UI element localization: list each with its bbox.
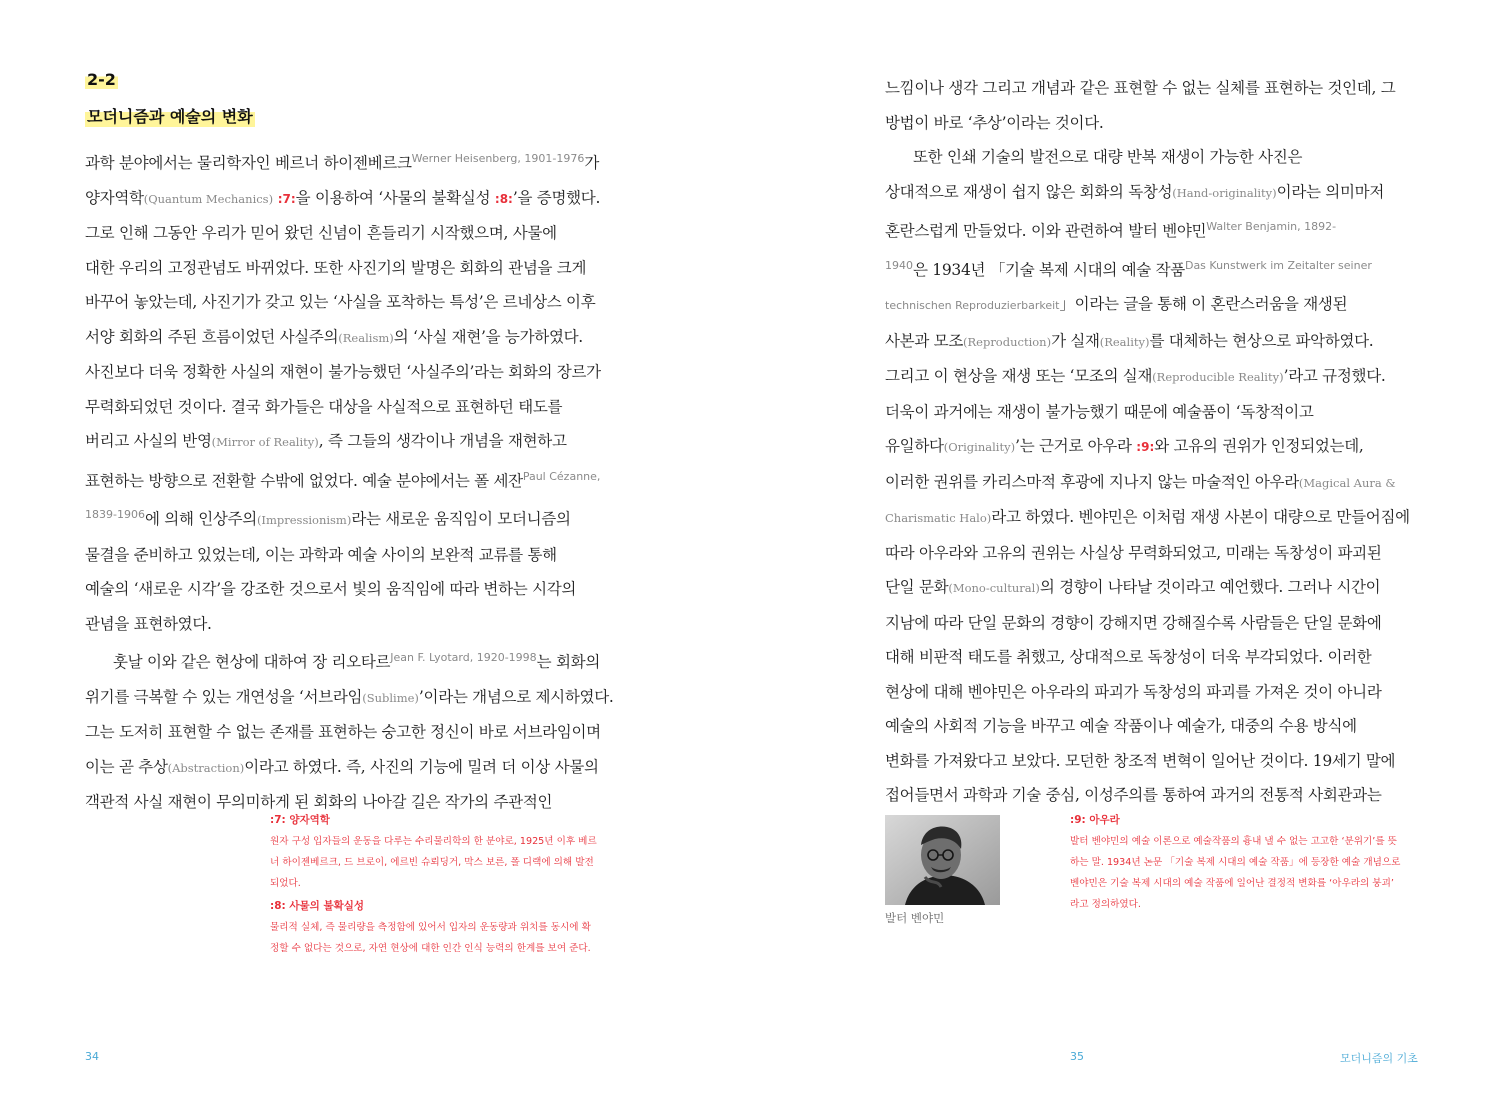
left-body-text bbox=[85, 142, 614, 820]
body-line: 버리고 사실의 반영(Mirror of Reality), 즉 그들의 생각이나 개념을 재현하고 bbox=[85, 432, 567, 450]
body-line: 대해 비판적 태도를 취했고, 상대적으로 독창성이 더욱 부각되었다. 이러한 bbox=[885, 648, 1372, 666]
body-line: 현상에 대해 벤야민은 아우라의 파괴가 독창성의 파괴를 가져온 것이 아니라 bbox=[885, 682, 1382, 701]
right-body-text bbox=[885, 71, 1410, 813]
footnote-title: :9: 아우라 bbox=[1070, 814, 1120, 826]
body-line: 관념을 표현하였다. bbox=[85, 614, 212, 633]
body-line: 대한 우리의 고정관념도 바뀌었다. 또한 사진기의 발명은 회화의 관념을 크게 bbox=[85, 258, 587, 277]
footnote-9 bbox=[1070, 812, 1400, 921]
footnote-8 bbox=[270, 898, 591, 965]
footnote-text: 원자 구성 입자들의 운동을 다루는 수리물리학의 한 분야로, 1925년 이후 베르 너 하이젠베르크, 드 브로이, 에르빈 슈뢰딩거, 막스 보른, 폴 디랙에 의해 발전 되었다. bbox=[270, 836, 597, 889]
body-line: 위기를 극복할 수 있는 개연성을 ‘서브라임(Sublime)’이라는 개념으로 제시하였다. bbox=[85, 687, 614, 706]
body-line: 표현하는 방향으로 전환할 수밖에 없었다. 예술 분야에서는 폴 세잔$^{Paul Cézanne,}$ bbox=[85, 469, 601, 490]
body-line: 지남에 따라 단일 문화의 경향이 강해지면 강해질수록 사람들은 단일 문화에 bbox=[885, 613, 1382, 632]
body-line: $^{1940}$은 1934년 「기술 복제 시대의 예술 작품$^{Das Kunstwerk im Zeitalter seiner}$ bbox=[885, 258, 1372, 279]
body-line: 바꾸어 놓았는데, 사진기가 갖고 있는 ‘사실을 포착하는 특성’은 르네상스 이후 bbox=[85, 293, 596, 311]
body-line: 혼란스럽게 만들었다. 이와 관련하여 발터 벤야민$^{Walter Benjamin, 1892-}$ bbox=[885, 220, 1337, 240]
body-line: 방법이 바로 ‘추상’이라는 것이다. bbox=[885, 113, 1104, 132]
body-line: Charismatic Halo)라고 하였다. 벤야민은 이처럼 재생 사본이 대량으로 만들어짐에 bbox=[885, 508, 1410, 526]
body-line: 이는 곧 추상(Abstraction)이라고 하였다. 즉, 사진의 기능에 밀려 더 이상 사물의 bbox=[85, 757, 599, 776]
body-line: 사진보다 더욱 정확한 사실의 재현이 불가능했던 ‘사실주의’라는 회화의 장르가 bbox=[85, 363, 601, 381]
footnote-title: :8: 사물의 불확실성 bbox=[270, 900, 365, 912]
body-line: 훗날 이와 같은 현상에 대하여 장 리오타르$^{Jean F. Lyotard, 1920-1998}$는 회화의 bbox=[113, 651, 600, 671]
page-number-left: 34 bbox=[85, 1050, 99, 1063]
body-line: 과학 분야에서는 물리학자인 베르너 하이젠베르크$^{Werner Heisenberg, 1901-1976}$가 bbox=[85, 152, 600, 172]
body-line: 상대적으로 재생이 쉽지 않은 회화의 독창성(Hand-originality)이라는 의미마저 bbox=[885, 182, 1384, 201]
portrait-photo bbox=[885, 815, 1000, 905]
footnote-7 bbox=[270, 812, 597, 900]
body-line: 유일하다(Originality)’는 근거로 아우라 :9:와 고유의 권위가 인정되었는데, bbox=[885, 437, 1364, 455]
body-line: 물결을 준비하고 있었는데, 이는 과학과 예술 사이의 보완적 교류를 통해 bbox=[85, 545, 557, 564]
footnote-ref-8[interactable]: :8: bbox=[494, 191, 513, 206]
body-line: 느낌이나 생각 그리고 개념과 같은 표현할 수 없는 실체를 표현하는 것인데, 그 bbox=[885, 79, 1396, 97]
body-line: 예술의 사회적 기능을 바꾸고 예술 작품이나 예술가, 대중의 수용 방식에 bbox=[885, 717, 1357, 735]
body-line: 그로 인해 그동안 우리가 믿어 왔던 신념이 흔들리기 시작했으며, 사물에 bbox=[85, 224, 557, 242]
body-line: $^{1839-1906}$에 의해 인상주의(Impressionism)라는 새로운 움직임이 모더니즘의 bbox=[85, 508, 571, 528]
body-line: 예술의 ‘새로운 시각’을 강조한 것으로서 빛의 움직임에 따라 변하는 시각의 bbox=[85, 580, 577, 598]
body-line: 따라 아우라와 고유의 권위는 사실상 무력화되었고, 미래는 독창성이 파괴된 bbox=[885, 543, 1382, 562]
section-title: 모더니즘과 예술의 변화 bbox=[85, 104, 255, 127]
footnote-ref-9[interactable]: :9: bbox=[1136, 440, 1155, 454]
body-line: 객관적 사실 재현이 무의미하게 된 회화의 나아갈 길은 작가의 주관적인 bbox=[85, 793, 553, 811]
footnote-ref-7[interactable]: :7: bbox=[277, 191, 296, 206]
body-line: 더욱이 과거에는 재생이 불가능했기 때문에 예술품이 ‘독창적이고 bbox=[885, 402, 1314, 421]
footnote-title: :7: 양자역학 bbox=[270, 814, 330, 826]
body-line: 그는 도저히 표현할 수 없는 존재를 표현하는 숭고한 정신이 바로 서브라임이며 bbox=[85, 723, 601, 741]
body-line: 또한 인쇄 기술의 발전으로 대량 반복 재생이 가능한 사진은 bbox=[913, 148, 1303, 166]
photo-caption: 발터 벤야민 bbox=[885, 911, 945, 925]
portrait-image bbox=[885, 815, 1000, 905]
body-line: 사본과 모조(Reproduction)가 실재(Reality)를 대체하는 현상으로 파악하였다. bbox=[885, 331, 1374, 350]
body-line: technischen Reproduzierbarkeit」이라는 글을 통해 이 혼란스러움을 재생된 bbox=[885, 295, 1348, 313]
body-line: 이러한 권위를 카리스마적 후광에 지나지 않는 마술적인 아우라(Magical Aura & bbox=[885, 472, 1396, 491]
body-line: 그리고 이 현상을 재생 또는 ‘모조의 실재(Reproducible Reality)’라고 규정했다. bbox=[885, 367, 1386, 385]
footnote-text: 물리적 실체, 즉 물리량을 측정함에 있어서 입자의 운동량과 위치를 동시에 확 정할 수 없다는 것으로, 자연 현상에 대한 인간 인식 능력의 한계를 보여 준다. bbox=[270, 922, 591, 954]
body-line: 양자역학(Quantum Mechanics) :7:을 이용하여 ‘사물의 불확실성 :8:’을 증명했다. bbox=[85, 188, 601, 207]
body-line: 단일 문화(Mono-cultural)의 경향이 나타날 것이라고 예언했다. 그러나 시간이 bbox=[885, 578, 1381, 596]
running-title: 모더니즘의 기초 bbox=[1340, 1052, 1418, 1065]
body-line: 접어들면서 과학과 기술 중심, 이성주의를 통하여 과거의 전통적 사회관과는 bbox=[885, 786, 1382, 804]
body-line: 변화를 가져왔다고 보았다. 모던한 창조적 변혁이 일어난 것이다. 19세기 말에 bbox=[885, 751, 1396, 770]
body-line: 무력화되었던 것이다. 결국 화가들은 대상을 사실적으로 표현하던 태도를 bbox=[85, 397, 563, 416]
section-number: 2-2 bbox=[87, 70, 116, 89]
footnote-text: 발터 벤야민의 예술 이론으로 예술작품의 흉내 낼 수 없는 고고한 ‘분위기’를 뜻 하는 말. 1934년 논문 「기술 복제 시대의 예술 작품」에 등장한 예술 개념으로 벤야민은 기술 복제 시대의 예술 작품에 일어난 결정적 변화를 ‘아우라의 붕괴’ 라고 정의하였다. bbox=[1070, 836, 1401, 910]
page-number-right: 35 bbox=[1070, 1050, 1084, 1063]
body-line: 서양 회화의 주된 흐름이었던 사실주의(Realism)의 ‘사실 재현’을 능가하였다. bbox=[85, 327, 583, 346]
